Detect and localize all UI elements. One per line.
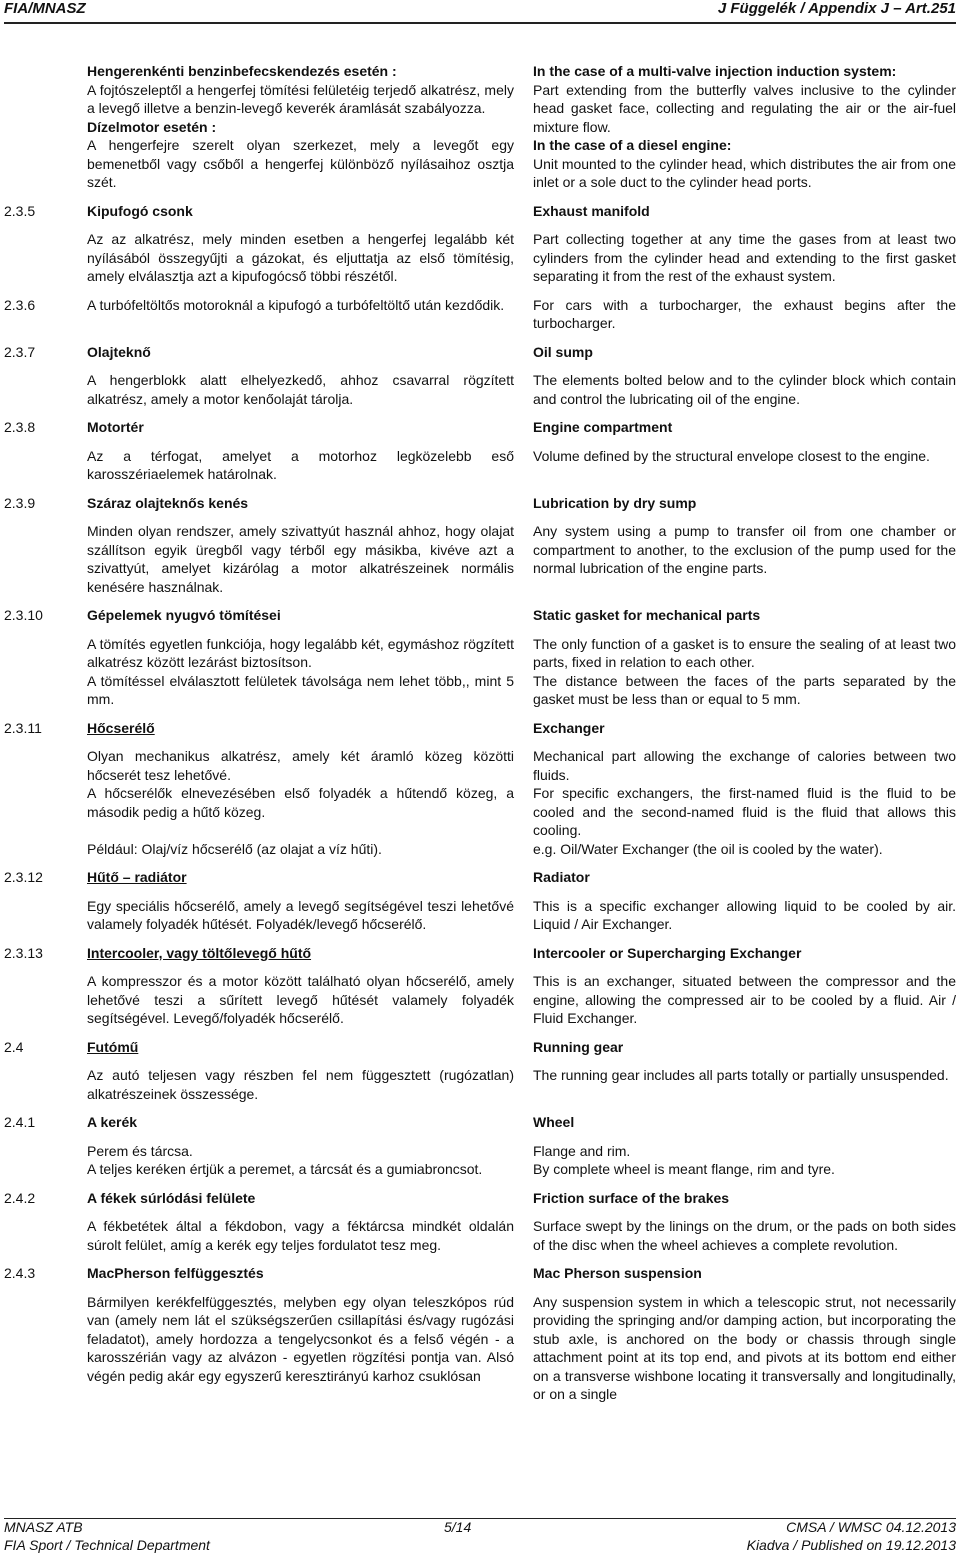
section-heading-row bbox=[4, 606, 956, 625]
section-title-hungarian: A turbófeltöltős motoroknál a kipufogó a turbófeltöltő után kezdődik. bbox=[87, 296, 505, 313]
body-paragraph: Például: Olaj/víz hőcserélő (az olajat a víz hűti). bbox=[87, 840, 382, 857]
section-number: 2.4 bbox=[4, 1038, 24, 1055]
section-title-hungarian: Futómű bbox=[87, 1038, 139, 1055]
body-paragraph: Egy speciális hőcserélő, amely a levegő segítségével teszi lehetővé valamely folyadék hűtését. Folyadék/levegő hőcserélő. bbox=[87, 897, 514, 932]
intro-paragraph: In the case of a multi-valve injection induction system: bbox=[533, 63, 897, 79]
body-paragraph: Az az alkatrész, mely minden esetben a hengerfej legalább két nyílásából összegyűjti a gázokat, és eljuttatja az első tömítésig, amely elválasztja azt a kipufogócső többi részétől. bbox=[87, 231, 514, 284]
body-paragraph: Mechanical part allowing the exchange of calories between two fluids. bbox=[533, 748, 956, 783]
section-number: 2.3.13 bbox=[4, 944, 43, 961]
section-body-english bbox=[533, 1217, 956, 1254]
section-body-hungarian bbox=[87, 371, 514, 408]
section-number: 2.3.12 bbox=[4, 869, 43, 885]
section-heading-row bbox=[4, 868, 956, 887]
section-title-hungarian: Intercooler, vagy töltőlevegő hűtő bbox=[87, 944, 312, 961]
body-paragraph: A teljes keréken értjük a peremet, a tárcsát és a gumiabroncsot. bbox=[87, 1161, 483, 1177]
section-heading-row bbox=[4, 1113, 956, 1132]
footer-approval: CMSA / WMSC 04.12.2013 bbox=[786, 1519, 956, 1535]
section-number: 2.3.10 bbox=[4, 607, 43, 623]
section-body-row bbox=[4, 230, 956, 286]
section-title-hungarian: Gépelemek nyugvó tömítései bbox=[87, 607, 281, 623]
body-paragraph: This is an exchanger, situated between the compressor and the engine, allowing the compressed air to be cooled by a fluid. Air / Fluid Exchanger. bbox=[533, 973, 956, 1026]
section-heading-row bbox=[4, 1264, 956, 1283]
section-body-english bbox=[533, 897, 956, 934]
section-title-hungarian: Olajteknő bbox=[87, 343, 151, 360]
section-body-row bbox=[4, 522, 956, 596]
section-number: 2.3.5 bbox=[4, 202, 36, 219]
section-body-row bbox=[4, 1293, 956, 1404]
section-number: 2.3.8 bbox=[4, 419, 36, 435]
section-body-english bbox=[533, 1142, 956, 1179]
section-body-hungarian bbox=[87, 1142, 514, 1179]
section-body-hungarian bbox=[87, 972, 514, 1028]
body-paragraph: This is a specific exchanger allowing liquid to be cooled by air. Liquid / Air Exchanger. bbox=[533, 897, 956, 932]
section-title-hungarian: Hőcserélő bbox=[87, 719, 155, 736]
section-body-row bbox=[4, 972, 956, 1028]
section-number: 2.3.7 bbox=[4, 343, 36, 360]
intro-paragraph: In the case of a diesel engine: bbox=[533, 137, 732, 153]
intro-paragraph: A fojtószeleptől a hengerfej tömítési felületéig terjedő alkatrész, mely a levegő illetve a benzin-levegő keverék áramlását szabályozza. bbox=[87, 81, 514, 116]
body-paragraph: Any suspension system in which a telescopic strut, not necessarily providing the springing and/or damping action, but incorporating the stub axle, is anchored on the body or chassis through single attachment point at its top end, and pivots at its bottom end either on a transverse wishbone locating it transversally and longitudinally, or on a single bbox=[533, 1293, 956, 1402]
page-header bbox=[4, 0, 956, 24]
section-number: 2.3.11 bbox=[4, 719, 42, 736]
body-paragraph: Volume defined by the structural envelope closest to the engine. bbox=[533, 447, 930, 464]
body-paragraph: Part collecting together at any time the gases from at least two cylinders from the cylinder head and extending to the first gasket separating it from the rest of the exhaust system. bbox=[533, 231, 956, 284]
section-body-english bbox=[533, 972, 956, 1028]
section-body-english bbox=[533, 447, 956, 484]
section-number: 2.4.2 bbox=[4, 1189, 36, 1206]
body-paragraph: The distance between the faces of the parts separated by the gasket must be less than or equal to 5 mm. bbox=[533, 672, 956, 707]
section-title-english: Radiator bbox=[533, 869, 590, 885]
section-heading-row bbox=[4, 202, 956, 221]
section-body-row bbox=[4, 1142, 956, 1179]
section-body-english bbox=[533, 230, 956, 286]
section-body-hungarian bbox=[87, 635, 514, 709]
section-title-hungarian: Motortér bbox=[87, 419, 144, 435]
body-paragraph: Az autó teljesen vagy részben fel nem függesztett (rugózatlan) alkatrészeinek összessége. bbox=[87, 1067, 514, 1102]
body-paragraph: Bármilyen kerékfelfüggesztés, melyben egy olyan teleszkópos rúd van (amely nem lát el szükségszerűen csillapítási és/vagy rugózási feladatot), amely hordozza a tengelycsonkot és a felső végén - a karosszérián vagy az alvázon - egyetlen rögzítési pontja van. Alsó végén pedig akár egy egyszerű keresztirányú karhoz csuklósan bbox=[87, 1293, 514, 1384]
body-paragraph bbox=[87, 821, 514, 840]
section-heading-row bbox=[4, 944, 956, 963]
section-title-english: Running gear bbox=[533, 1038, 624, 1055]
section-number: 2.4.1 bbox=[4, 1114, 36, 1130]
section-title-english: Lubrication by dry sump bbox=[533, 494, 697, 511]
section-heading-row bbox=[4, 296, 956, 333]
section-number: 2.3.9 bbox=[4, 494, 36, 511]
body-paragraph: A tömítéssel elválasztott felületek távolsága nem lehet több,, mint 5 mm. bbox=[87, 672, 514, 707]
section-title-english: Engine compartment bbox=[533, 419, 673, 435]
section-body-english bbox=[533, 1066, 956, 1103]
section-body-english bbox=[533, 747, 956, 858]
intro-block bbox=[4, 62, 956, 192]
section-body-row bbox=[4, 447, 956, 484]
body-paragraph: Olyan mechanikus alkatrész, amely két áramló közeg közötti hőcserét tesz lehetővé. bbox=[87, 748, 514, 783]
body-paragraph: Flange and rim. bbox=[533, 1142, 631, 1159]
body-paragraph: A hőcserélők elnevezésében első folyadék a hűtendő közeg, a második pedig a hűtő közeg. bbox=[87, 785, 514, 820]
body-paragraph: A tömítés egyetlen funkciója, hogy legalább két, egymáshoz rögzített alkatrész között lezárást biztosítson. bbox=[87, 635, 514, 670]
footer-department: FIA Sport / Technical Department bbox=[4, 1537, 210, 1553]
section-body-hungarian bbox=[87, 1217, 514, 1254]
section-title-english: Exchanger bbox=[533, 719, 605, 736]
section-body-hungarian bbox=[87, 522, 514, 596]
body-paragraph: A fékbetétek által a fékdobon, vagy a féktárcsa mindkét oldalán súrolt felület, amíg a kerék egy teljes fordulatot tesz meg. bbox=[87, 1218, 514, 1253]
section-body-row bbox=[4, 1217, 956, 1254]
section-body-row bbox=[4, 747, 956, 858]
body-paragraph: Perem és tárcsa. bbox=[87, 1142, 193, 1159]
body-paragraph: e.g. Oil/Water Exchanger (the oil is cooled by the water). bbox=[533, 840, 883, 857]
body-paragraph: By complete wheel is meant flange, rim and tyre. bbox=[533, 1161, 835, 1177]
section-title-english: Friction surface of the brakes bbox=[533, 1189, 730, 1206]
section-title-english: Exhaust manifold bbox=[533, 202, 650, 219]
header-left: FIA/MNASZ bbox=[4, 0, 86, 17]
section-body-row bbox=[4, 371, 956, 408]
section-heading-row bbox=[4, 343, 956, 362]
section-title-english: Wheel bbox=[533, 1114, 575, 1130]
section-title-english: Intercooler or Supercharging Exchanger bbox=[533, 944, 802, 961]
section-heading-row bbox=[4, 1038, 956, 1057]
section-body-row bbox=[4, 897, 956, 934]
section-number: 2.3.6 bbox=[4, 296, 36, 313]
header-right: J Függelék / Appendix J – Art.251 bbox=[717, 0, 956, 17]
section-title-hungarian: Kipufogó csonk bbox=[87, 202, 193, 219]
section-title-hungarian: A fékek súrlódási felülete bbox=[87, 1189, 256, 1206]
section-body-hungarian bbox=[87, 747, 514, 858]
section-body-english bbox=[533, 1293, 956, 1404]
intro-paragraph: A hengerfejre szerelt olyan szerkezet, mely a levegőt egy bemenetből vagy csőből a hengerfej különböző nyílásaihoz osztja szét. bbox=[87, 137, 514, 190]
section-body-hungarian bbox=[87, 230, 514, 286]
section-body-hungarian bbox=[87, 447, 514, 484]
footer-published: Kiadva / Published on 19.12.2013 bbox=[746, 1537, 956, 1553]
section-title-english: Oil sump bbox=[533, 343, 593, 360]
section-body-row bbox=[4, 1066, 956, 1103]
body-paragraph: A kompresszor és a motor között található olyan hőcserélő, amely lehetővé teszi a sűrített levegő hűtését valamely folyadék segítségével. Levegő/folyadék hőcserélő. bbox=[87, 973, 514, 1026]
body-paragraph: Any system using a pump to transfer oil from one chamber or compartment to another, to the exclusion of the pump used for the normal lubrication of the engine parts. bbox=[533, 523, 956, 576]
body-paragraph: For specific exchangers, the first-named fluid is the fluid to be cooled and the second-named fluid is the fluid that allows this cooling. bbox=[533, 785, 956, 838]
section-title-hungarian: A kerék bbox=[87, 1114, 138, 1130]
body-paragraph: Az a térfogat, amelyet a motorhoz legközelebb eső karosszériaelemek határolnak. bbox=[87, 447, 514, 482]
intro-paragraph: Part extending from the butterfly valves inclusive to the cylinder head gasket face, collecting and regulating the air or the air-fuel mixture flow. bbox=[533, 81, 956, 135]
intro-hungarian bbox=[87, 62, 514, 192]
section-title-english: Mac Pherson suspension bbox=[533, 1265, 702, 1281]
section-title-english: For cars with a turbocharger, the exhaust begins after the turbocharger. bbox=[533, 296, 956, 331]
body-paragraph: Minden olyan rendszer, amely szivattyút használ ahhoz, hogy olajat szállítson egyik üregből vagy térből egy másikba, kivéve azt a szivattyút, amelyet kizárólag a motor alkatrészeinek normális kenésére használnak. bbox=[87, 523, 514, 595]
intro-paragraph: Unit mounted to the cylinder head, which distributes the air from one inlet or a sole duct to the cylinder head ports. bbox=[533, 155, 956, 190]
section-body-hungarian bbox=[87, 1293, 514, 1404]
section-body-english bbox=[533, 635, 956, 709]
section-heading-row bbox=[4, 418, 956, 437]
body-paragraph: Surface swept by the linings on the drum, or the pads on both sides of the disc when the wheel achieves a complete revolution. bbox=[533, 1218, 956, 1253]
document-body bbox=[4, 62, 956, 1404]
body-paragraph: A hengerblokk alatt elhelyezkedő, ahhoz csavarral rögzített alkatrész, amely a motor kenőolaját tárolja. bbox=[87, 372, 514, 407]
intro-paragraph: Hengerenkénti benzinbefecskendezés esetén : bbox=[87, 63, 397, 79]
section-title-hungarian: Száraz olajteknős kenés bbox=[87, 494, 249, 511]
section-body-english bbox=[533, 371, 956, 408]
section-title-hungarian: MacPherson felfüggesztés bbox=[87, 1265, 264, 1281]
footer-page-number: 5/14 bbox=[444, 1519, 472, 1535]
section-body-row bbox=[4, 635, 956, 709]
section-heading-row bbox=[4, 1189, 956, 1208]
section-number: 2.4.3 bbox=[4, 1265, 36, 1281]
body-paragraph: The elements bolted below and to the cylinder block which contain and control the lubricating oil of the engine. bbox=[533, 372, 956, 407]
section-heading-row bbox=[4, 494, 956, 513]
intro-paragraph: Dízelmotor esetén : bbox=[87, 118, 217, 135]
section-body-hungarian bbox=[87, 1066, 514, 1103]
page-footer bbox=[4, 1518, 956, 1555]
intro-english bbox=[533, 62, 956, 192]
body-paragraph: The running gear includes all parts totally or partially unsuspended. bbox=[533, 1067, 949, 1083]
body-paragraph: The only function of a gasket is to ensure the sealing of at least two parts, fixed in relation to each other. bbox=[533, 635, 956, 670]
section-title-english: Static gasket for mechanical parts bbox=[533, 607, 761, 623]
section-body-english bbox=[533, 522, 956, 596]
section-title-hungarian: Hűtő – radiátor bbox=[87, 869, 187, 885]
section-heading-row bbox=[4, 719, 956, 738]
section-body-hungarian bbox=[87, 897, 514, 934]
footer-doc-id: MNASZ ATB bbox=[4, 1519, 83, 1535]
